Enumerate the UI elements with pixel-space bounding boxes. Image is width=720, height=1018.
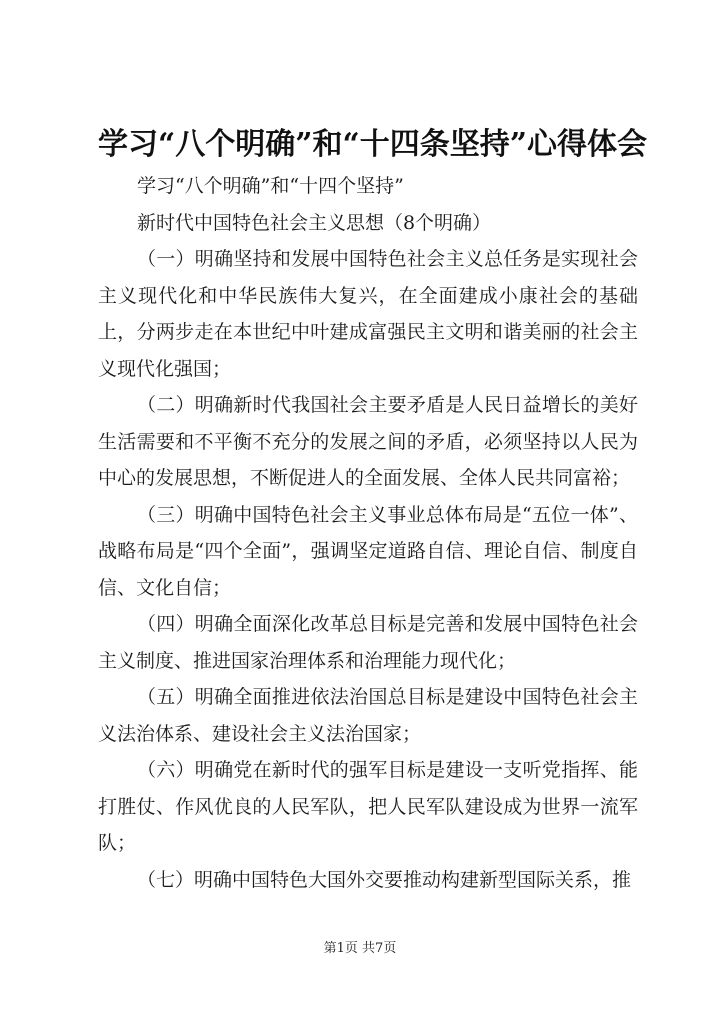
paragraph-item-6: （六）明确党在新时代的强军目标是建设一支听党指挥、能打胜仗、作风优良的人民军队，把人民军队建设成为世界一流军队；: [98, 759, 638, 854]
document-body: [98, 168, 638, 898]
paragraph-item-2: （二）明确新时代我国社会主要矛盾是人民日益增长的美好生活需要和不平衡不充分的发展之间的矛盾，必须坚持以人民为中心的发展思想，不断促进人的全面发展、全体人民共同富裕；: [98, 394, 638, 489]
paragraph-item-4: （四）明确全面深化改革总目标是完善和发展中国特色社会主义制度、推进国家治理体系和治理能力现代化；: [98, 613, 638, 672]
page-number-footer: 第1页 共7页: [323, 941, 397, 956]
paragraph-item-7: （七）明确中国特色大国外交要推动构建新型国际关系，推: [136, 868, 631, 891]
paragraph-item-5: （五）明确全面推进依法治国总目标是建设中国特色社会主义法治体系、建设社会主义法治国家；: [98, 686, 638, 745]
document-title: 学习“八个明确”和“十四条坚持”心得体会: [98, 127, 648, 162]
paragraph-section-heading: 新时代中国特色社会主义思想（8个明确）: [136, 211, 492, 234]
paragraph-item-3: （三）明确中国特色社会主义事业总体布局是“五位一体”、战略布局是“四个全面”，强调坚定道路自信、理论自信、制度自信、文化自信；: [98, 503, 638, 599]
paragraph-item-1: （一）明确坚持和发展中国特色社会主义总任务是实现社会主义现代化和中华民族伟大复兴，在全面建成小康社会的基础上，分两步走在本世纪中叶建成富强民主文明和谐美丽的社会主义现代化强国；: [98, 248, 638, 380]
paragraph-subtitle: 学习“八个明确”和“十四个坚持”: [136, 175, 404, 197]
